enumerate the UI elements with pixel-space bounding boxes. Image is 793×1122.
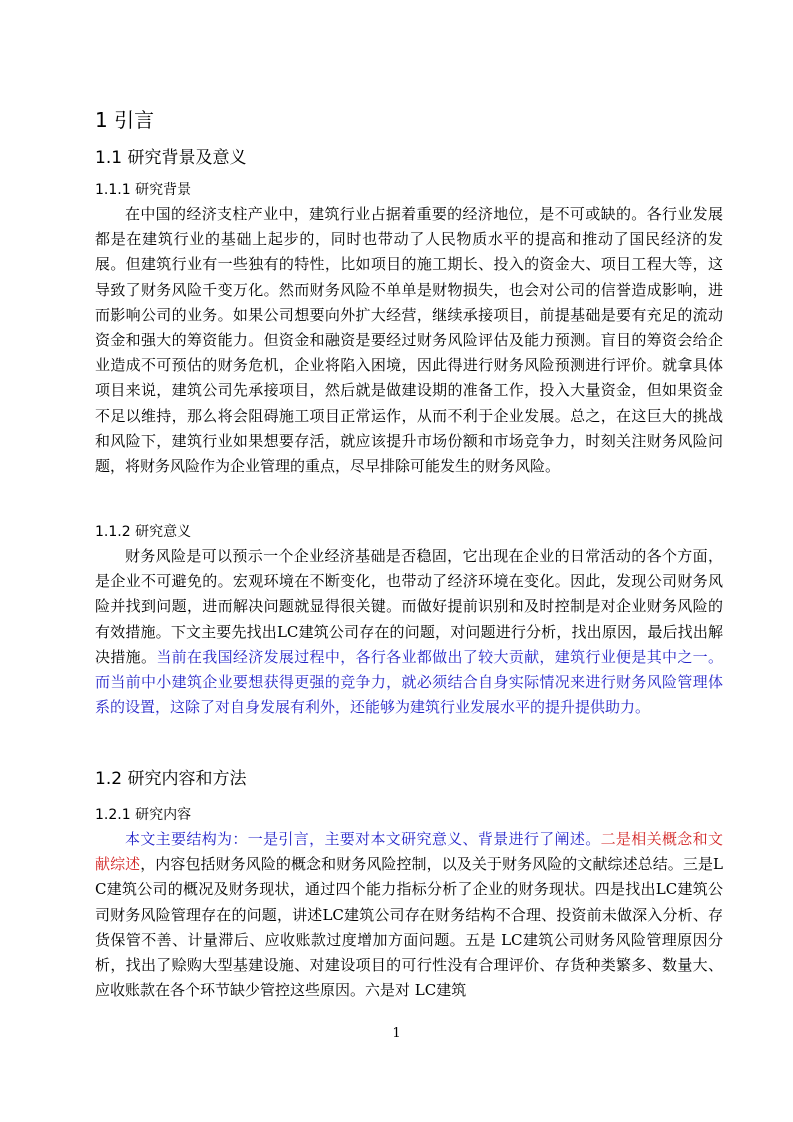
paragraph-significance <box>95 544 723 720</box>
significance-highlight-blue: 当前在我国经济发展过程中，各行各业都做出了较大贡献，建筑行业便是其中之一。而当前中小建筑企业要想获得更强的竞争力，就必须结合自身实际情况来进行财务风险管理体系的设置，这除了对自身发展有利外，还能够为建筑行业发展水平的提升提供助力。 <box>95 647 723 717</box>
chapter-heading: 1 引言 <box>95 108 155 132</box>
page-number: 1 <box>392 1026 401 1041</box>
content-text: ，内容包括财务风险的概念和财务风险控制，以及关于财务风险的文献综述总结。三是LC建筑公司的概况及财务现状，通过四个能力指标分析了企业的财务现状。四是找出LC建筑公司财务风险管理存在的问题，讲述LC建筑公司存在财务结构不合理、投资前未做深入分析、存货保管不善、计量滞后、应收账款过度增加方面问题。五是 LC建筑公司财务风险管理原因分析，找出了赊购大型基建设施、对建设项目的可行性没有合理评价、存货种类繁多、数量大、应收账款在各个环节缺少管控这些原因。六是对 LC建筑 <box>95 855 723 1000</box>
paragraph-background: 在中国的经济支柱产业中，建筑行业占据着重要的经济地位，是不可或缺的。各行业发展都是在建筑行业的基础上起步的，同时也带动了人民物质水平的提高和推动了国民经济的发展。但建筑行业有一些独有的特性，比如项目的施工期长、投入的资金大、项目工程大等，这导致了财务风险千变万化。然而财务风险不单单是财物损失，也会对公司的信誉造成影响，进而影响公司的业务。如果公司想要向外扩大经营，继续承接项目，前提基础是要有充足的流动资金和强大的筹资能力。但资金和融资是要经过财务风险评估及能力预测。盲目的筹资会给企业造成不可预估的财务危机，企业将陷入困境，因此得进行财务风险预测进行评价。就拿具体项目来说，建筑公司先承接项目，然后就是做建设期的准备工作，投入大量资金，但如果资金不足以维持，那么将会阻碍施工项目正常运作，从而不利于企业发展。总之，在这巨大的挑战和风险下，建筑行业如果想要存活，就应该提升市场份额和市场竞争力，时刻关注财务风险问题，将财务风险作为企业管理的重点，尽早排除可能发生的财务风险。 <box>95 205 723 476</box>
content-highlight-blue: 本文主要结构为：一是引言，主要对本文研究意义、背景进行了阐述。 <box>125 830 601 848</box>
content-highlight-red: 二是相关概念和文献综述 <box>95 830 723 874</box>
section-heading-1-2: 1.2 研究内容和方法 <box>95 769 247 789</box>
subsection-heading-1-2-1: 1.2.1 研究内容 <box>95 807 192 823</box>
subsection-heading-1-1-2: 1.1.2 研究意义 <box>95 524 192 540</box>
subsection-heading-1-1-1: 1.1.1 研究背景 <box>95 182 192 198</box>
section-heading-1-1: 1.1 研究背景及意义 <box>95 148 247 168</box>
paragraph-content <box>95 827 723 1003</box>
significance-text: 财务风险是可以预示一个企业经济基础是否稳固，它出现在企业的日常活动的各个方面，是企业不可避免的。宏观环境在不断变化，也带动了经济环境在变化。因此，发现公司财务风险并找到问题，进而解决问题就显得很关键。而做好提前识别和及时控制是对企业财务风险的有效措施。下文主要先找出LC建筑公司存在的问题，对问题进行分析，找出原因，最后找出解决措施。 <box>95 547 723 666</box>
